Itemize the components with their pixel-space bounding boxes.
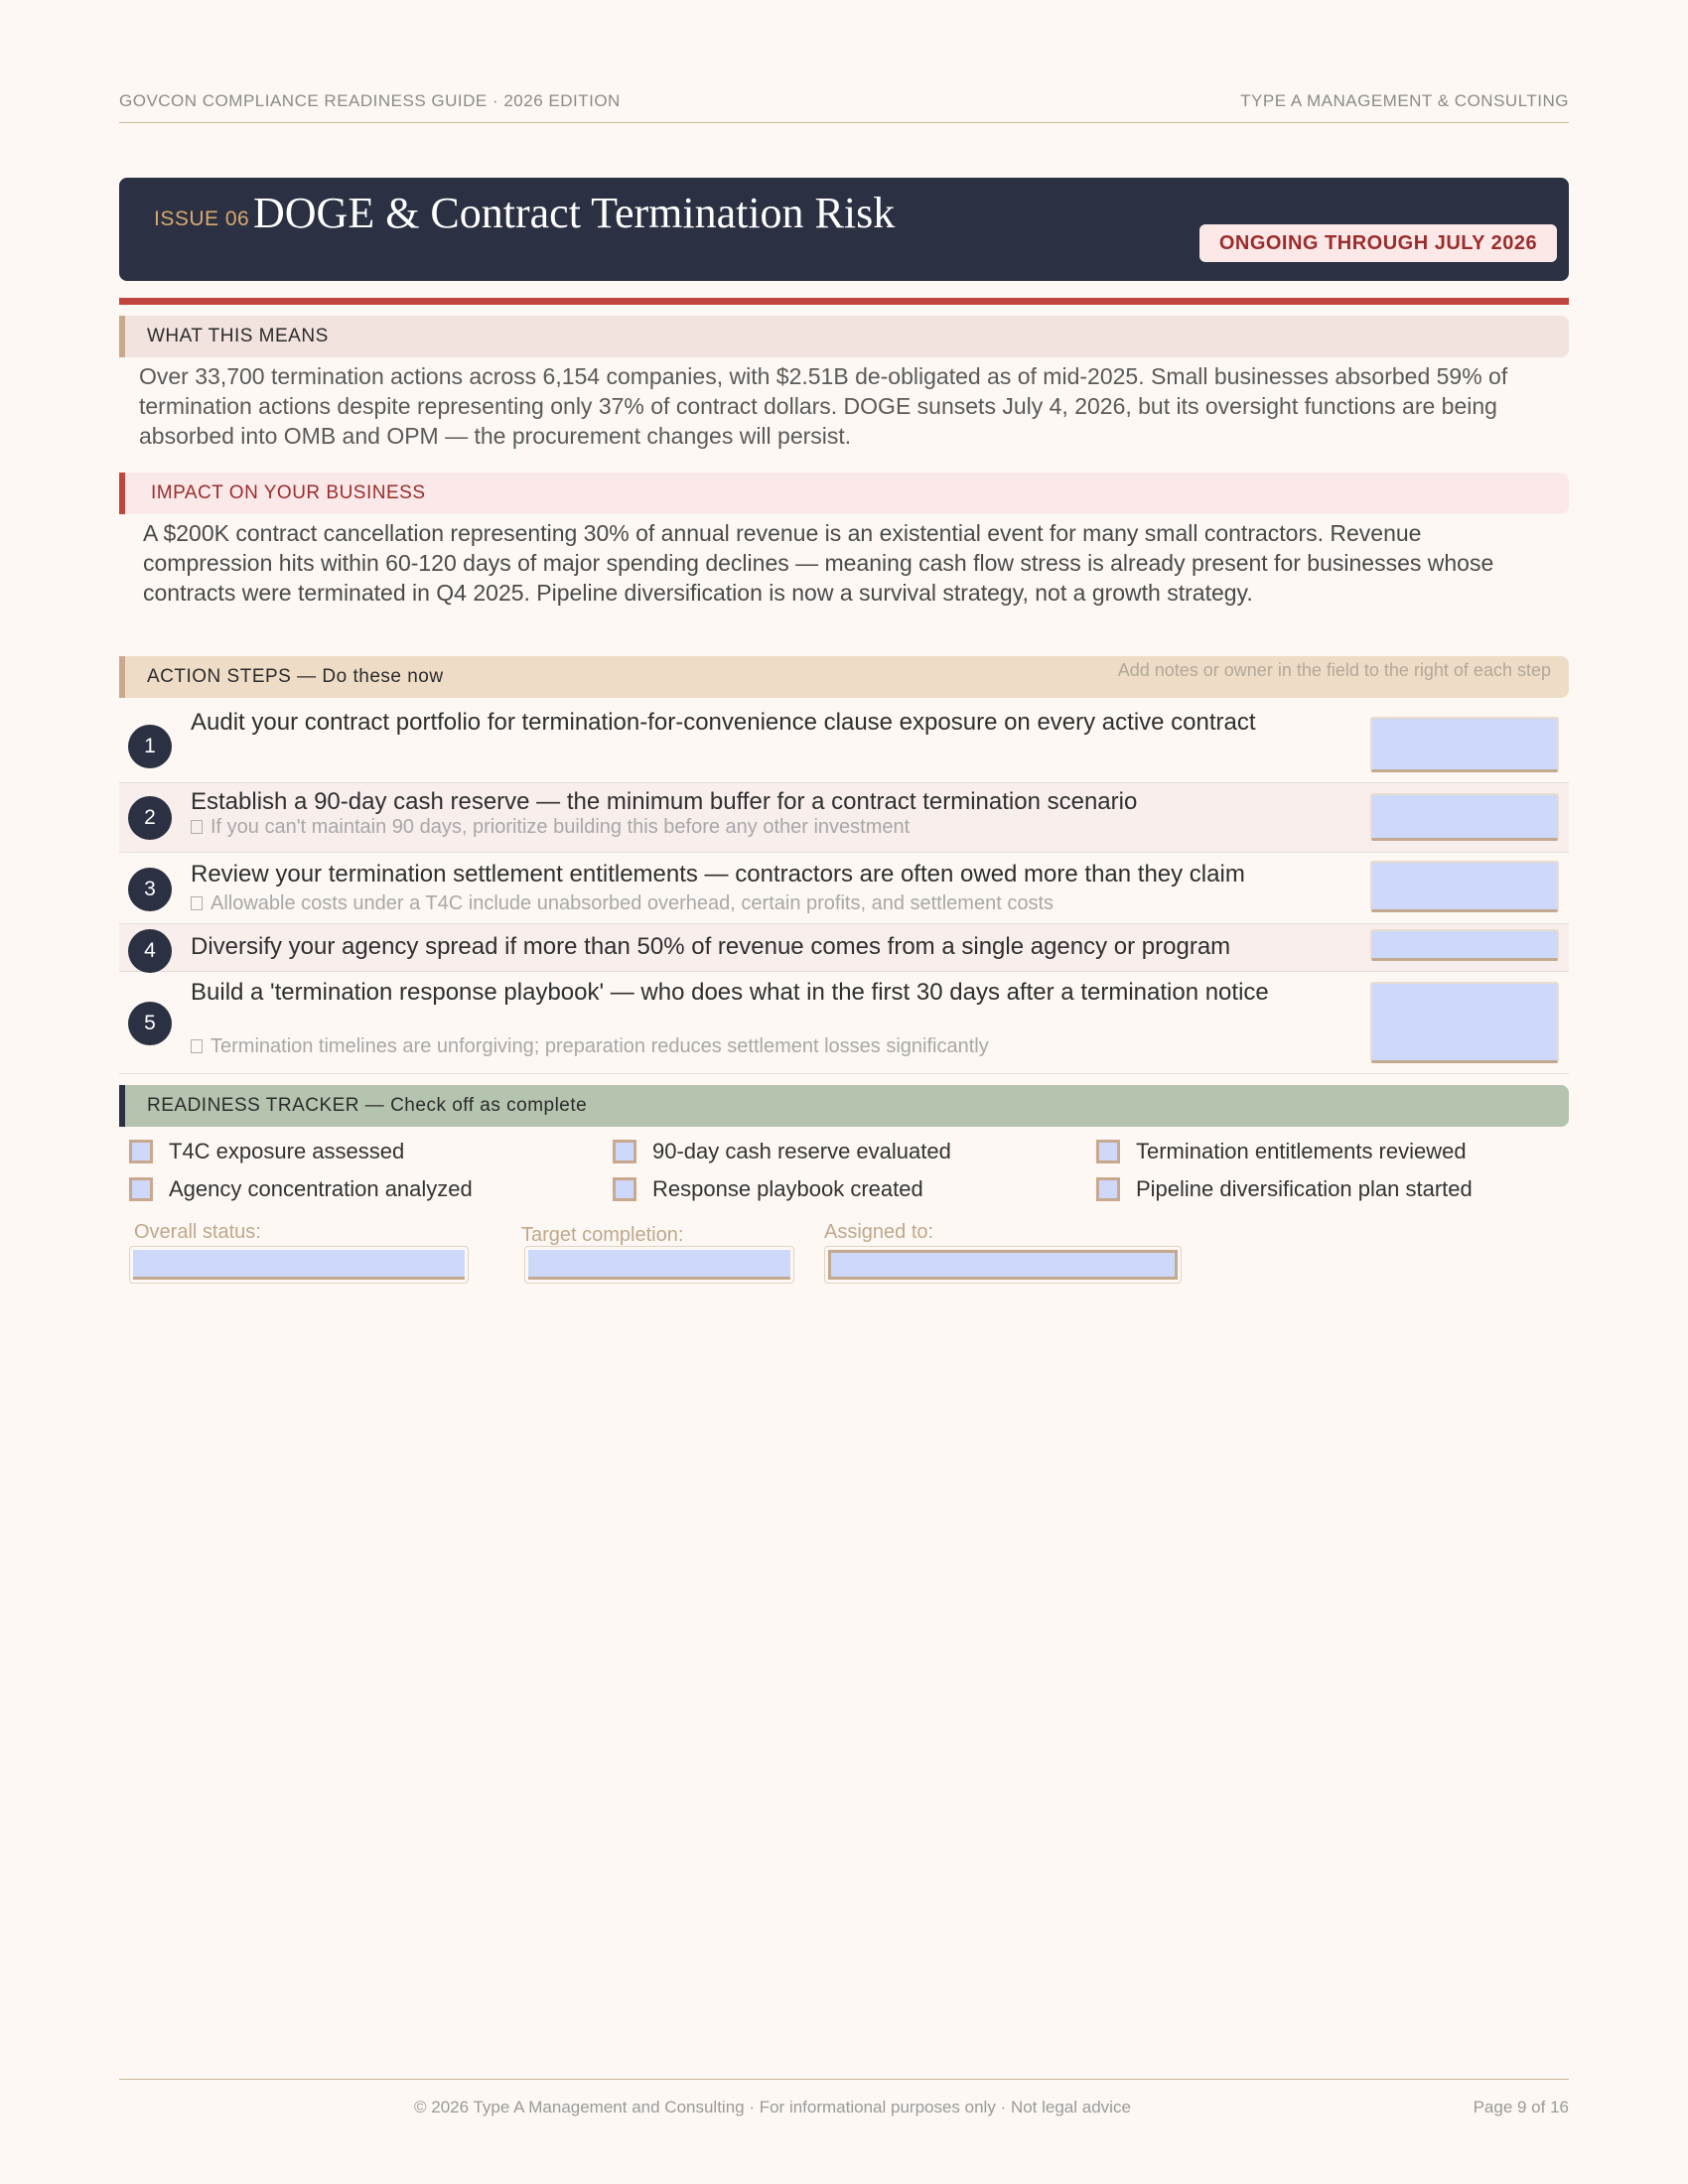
checkbox[interactable] <box>613 1177 636 1201</box>
step-text: Audit your contract portfolio for termination-for-convenience clause exposure on every active contract <box>191 709 1256 736</box>
page-number: Page 9 of 16 <box>1473 2098 1569 2116</box>
checkbox-label: T4C exposure assessed <box>169 1139 405 1163</box>
step-notes-field[interactable] <box>1370 793 1559 841</box>
checkbox[interactable] <box>1096 1140 1120 1163</box>
step-number-badge: 4 <box>128 929 172 973</box>
page-title: DOGE & Contract Termination Risk <box>253 189 896 237</box>
section-heading-action-steps <box>119 656 1569 698</box>
checkbox-label: Termination entitlements reviewed <box>1136 1139 1467 1163</box>
company-name: TYPE A MANAGEMENT & CONSULTING <box>1240 91 1569 110</box>
checkbox[interactable] <box>129 1140 153 1163</box>
step-tip-text: Allowable costs under a T4C include unabsorbed overhead, certain profits, and settlement costs <box>211 892 1055 914</box>
tip-icon <box>191 896 203 910</box>
checkbox[interactable] <box>613 1140 636 1163</box>
step-tip <box>191 892 1054 915</box>
tip-icon <box>191 820 203 834</box>
step-tip-text: If you can't maintain 90 days, prioritize building this before any other investment <box>211 816 911 838</box>
section-heading-impact: IMPACT ON YOUR BUSINESS <box>119 473 1569 514</box>
step-text: Establish a 90-day cash reserve — the minimum buffer for a contract termination scenario <box>191 788 1138 815</box>
step-tip <box>191 1035 989 1058</box>
checkbox-label: Agency concentration analyzed <box>169 1176 473 1201</box>
section-heading-what-this-means: WHAT THIS MEANS <box>119 316 1569 357</box>
step-notes-field[interactable] <box>1370 717 1559 772</box>
checkbox-label: Response playbook created <box>652 1176 923 1201</box>
target-completion-label: Target completion: <box>521 1224 684 1246</box>
page-footer <box>119 2079 1569 2116</box>
overall-status-label: Overall status: <box>134 1221 261 1243</box>
impact-body: A $200K contract cancellation representing 30% of annual revenue is an existential event for many small contractors. Revenue compression hits within 60-120 days of major spending declines — meaning cash flow stress is already present for businesses whose contracts were terminated in Q4 2025. Pipeline diversification is now a survival strategy, not a growth strategy. <box>143 520 1494 606</box>
action-step <box>119 853 1569 924</box>
accent-divider <box>119 298 1569 305</box>
document-page <box>119 0 1569 2184</box>
checkbox[interactable] <box>129 1177 153 1201</box>
target-completion-field[interactable] <box>524 1246 794 1284</box>
checkbox-label: 90-day cash reserve evaluated <box>652 1139 951 1163</box>
step-text: Review your termination settlement entitlements — contractors are often owed more than they claim <box>191 861 1245 887</box>
step-text: Build a 'termination response playbook' — who does what in the first 30 days after a termination notice <box>191 979 1269 1006</box>
what-this-means-body: Over 33,700 termination actions across 6,154 companies, with $2.51B de-obligated as of mid-2025. Small businesses absorbed 59% of termination actions despite representing only 37% of contract dollars. DOGE sunsets July 4, 2026, but its oversight functions are being absorbed into OMB and OPM — the procurement changes will persist. <box>139 363 1508 449</box>
checkbox[interactable] <box>1096 1177 1120 1201</box>
guide-title: GOVCON COMPLIANCE READINESS GUIDE · 2026 EDITION <box>119 91 621 110</box>
assigned-to-field[interactable] <box>824 1246 1182 1284</box>
running-header <box>119 89 1569 123</box>
action-step <box>119 972 1569 1074</box>
step-number-badge: 3 <box>128 868 172 911</box>
overall-status-field[interactable] <box>129 1246 469 1284</box>
step-notes-field[interactable] <box>1370 929 1559 961</box>
step-number-badge: 5 <box>128 1002 172 1045</box>
step-notes-field[interactable] <box>1370 861 1559 912</box>
issue-number: ISSUE 06 <box>154 207 250 230</box>
overall-status-input[interactable] <box>133 1250 465 1280</box>
checkbox-label: Pipeline diversification plan started <box>1136 1176 1473 1201</box>
assigned-to-input[interactable] <box>828 1250 1178 1280</box>
action-step <box>119 708 1569 783</box>
action-step <box>119 783 1569 853</box>
assigned-to-label: Assigned to: <box>824 1221 934 1243</box>
issue-banner <box>119 178 1569 281</box>
step-text: Diversify your agency spread if more than 50% of revenue comes from a single agency or program <box>191 933 1231 960</box>
step-notes-field[interactable] <box>1370 982 1559 1063</box>
action-step <box>119 924 1569 972</box>
action-steps-title: ACTION STEPS — Do these now <box>147 666 444 687</box>
step-number-badge: 2 <box>128 796 172 840</box>
footer-disclaimer: © 2026 Type A Management and Consulting · For informational purposes only · Not legal advice <box>414 2098 1131 2116</box>
tip-icon <box>191 1039 203 1053</box>
step-tip-text: Termination timelines are unforgiving; preparation reduces settlement losses significantly <box>211 1035 989 1057</box>
status-badge: ONGOING THROUGH JULY 2026 <box>1199 224 1557 262</box>
step-number-badge: 1 <box>128 725 172 768</box>
target-completion-input[interactable] <box>528 1250 790 1280</box>
action-steps-hint: Add notes or owner in the field to the right of each step <box>1117 660 1551 680</box>
section-heading-readiness-tracker: READINESS TRACKER — Check off as complete <box>119 1085 1569 1127</box>
step-tip <box>191 816 910 839</box>
